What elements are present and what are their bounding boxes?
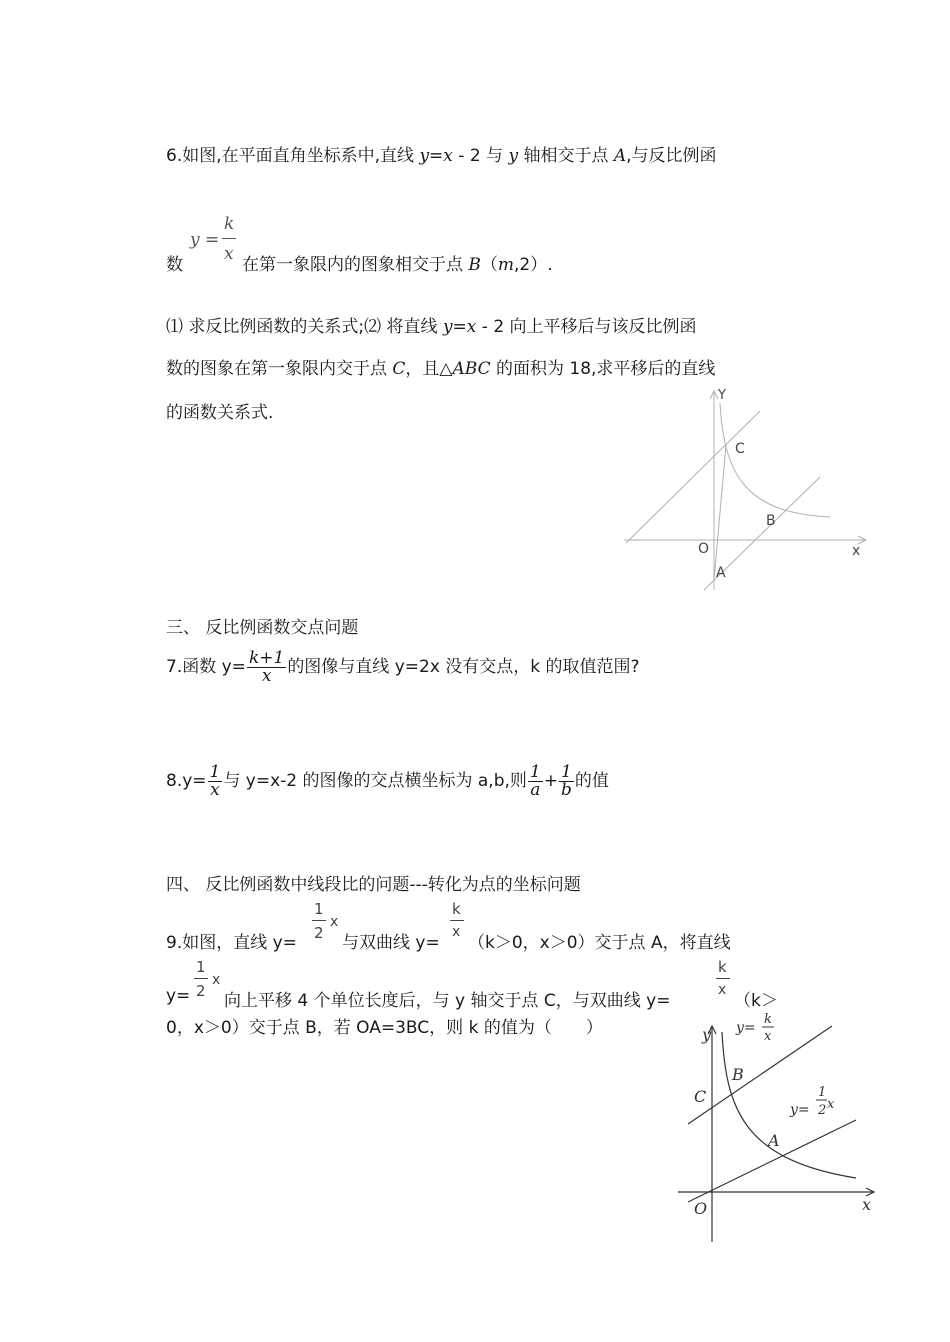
- q8-text: 与 y=x-2 的图像的交点横坐标为 a,b,则: [223, 771, 527, 791]
- q6-text: ,与反比例函: [626, 146, 717, 166]
- q9-half-bar: [194, 978, 208, 979]
- q9-k-den: x: [718, 982, 727, 998]
- q9-half-den: 2: [314, 924, 324, 942]
- q9-k-num: k: [452, 900, 461, 918]
- q9-half-den: 2: [196, 982, 206, 1000]
- q8-frac2-num: 1: [529, 761, 541, 782]
- q6-triangle: ABC: [452, 359, 491, 379]
- q9-k-bar: [716, 978, 730, 979]
- q6-point-a: A: [613, 146, 627, 166]
- fig2-label-c: C: [694, 1087, 707, 1106]
- fig1-hyperbola: [720, 403, 830, 517]
- fig1-label-b: B: [766, 513, 776, 529]
- q6-line-4: [166, 357, 715, 381]
- fig2-hyperbola: [722, 1032, 856, 1178]
- figure-2: [666, 1010, 882, 1248]
- q6-var: y: [508, 146, 519, 166]
- fig2-line-x: x: [827, 1097, 835, 1112]
- fig1-label-x: x: [852, 543, 861, 559]
- fig2-curve-den: x: [764, 1029, 772, 1044]
- q9-k-num: k: [718, 958, 727, 976]
- q9-text: 与双曲线 y=: [342, 933, 440, 953]
- q6-var-m: m: [497, 255, 515, 275]
- q6-line-2-text: [242, 250, 553, 275]
- fig2-label-x: x: [862, 1195, 872, 1214]
- q7-text: 7.函数 y=: [166, 657, 246, 677]
- fig2-label-b: B: [732, 1065, 744, 1084]
- fig1-label-a: A: [716, 565, 726, 581]
- q8-frac3-num: 1: [561, 761, 572, 782]
- q8-text: 的值: [574, 771, 609, 791]
- q6-text: - 2 与: [452, 146, 509, 166]
- q6-line-3: [166, 315, 697, 339]
- q6-text: 数的图象在第一象限内交于点: [166, 359, 393, 379]
- section-3-title: 三、 反比例函数交点问题: [166, 618, 359, 638]
- figure-1: [620, 385, 870, 595]
- q9-half-x: x: [212, 972, 221, 988]
- q6-text: 在第一象限内的图象相交于点: [242, 255, 469, 275]
- fig2-label-y: y: [702, 1025, 712, 1044]
- q8-fraction-1: [208, 761, 223, 800]
- q9-k-den: x: [452, 924, 461, 940]
- q7-fraction: [247, 647, 286, 686]
- q9-text: （k＞: [734, 991, 778, 1011]
- q6-eq: y=x: [419, 146, 453, 166]
- fig1-line-shifted: [626, 411, 760, 543]
- q9-half-bar: [312, 920, 326, 921]
- fig2-label-o: O: [694, 1199, 708, 1218]
- q8-frac2-den: a: [528, 781, 543, 799]
- q6-text: - 2 向上平移后与该反比例函: [476, 317, 697, 337]
- q9-half-num: 1: [196, 958, 206, 976]
- q7-frac-num: k+1: [248, 647, 285, 668]
- fig1-label-o: O: [698, 541, 710, 557]
- q9-half-x: x: [330, 914, 339, 930]
- q6-point-b: B: [468, 255, 481, 275]
- q9-text: （k＞0，x＞0）交于点 A，将直线: [468, 933, 731, 953]
- q6-point-c: C: [392, 359, 406, 379]
- q6-text: 6.如图,在平面直角坐标系中,直线: [166, 146, 420, 166]
- q6-eq: y=x: [442, 317, 477, 337]
- fig2-line-num: 1: [818, 1085, 827, 1100]
- q6-text: ,2）.: [514, 255, 553, 275]
- fig1-label-c: C: [735, 441, 745, 457]
- q9-text: 9.如图，直线 y=: [166, 933, 297, 953]
- q9-text: 向上平移 4 个单位长度后，与 y 轴交于点 C，与双曲线 y=: [224, 991, 671, 1011]
- q7-frac-den: x: [247, 667, 286, 685]
- fig2-label-a: A: [768, 1131, 780, 1150]
- q6-frac-den: x: [224, 244, 234, 264]
- q8-frac3-den: b: [560, 779, 572, 800]
- fig2-line-lhs: y=: [790, 1102, 810, 1118]
- q7-line: [166, 643, 640, 691]
- q6-text: ⑴ 求反比例函数的关系式;⑵ 将直线: [166, 317, 443, 337]
- q8-fraction-3: [559, 761, 574, 800]
- q6-line-5: 的函数关系式.: [166, 403, 274, 423]
- q8-line: [166, 757, 609, 805]
- q8-frac1-num: 1: [209, 761, 221, 782]
- q6-text: 数: [166, 255, 183, 275]
- q8-fraction-2: [528, 761, 543, 800]
- q6-text: 的面积为 18,求平移后的直线: [490, 359, 716, 379]
- q6-text: （: [480, 255, 498, 275]
- fig1-segment-ac: [714, 445, 726, 580]
- q6-frac-num: k: [224, 214, 235, 234]
- q8-text: 8.y=: [166, 771, 207, 791]
- q9-k-bar: [450, 920, 464, 921]
- q8-frac1-den: x: [208, 781, 223, 799]
- fig2-curve-lhs: y=: [736, 1020, 756, 1036]
- q6-text: 轴相交于点: [518, 146, 614, 166]
- fig1-label-y: Y: [718, 388, 726, 403]
- q8-plus: +: [543, 771, 558, 791]
- q6-frac-lhs: y =: [190, 230, 220, 250]
- q7-text: 的图像与直线 y=2x 没有交点，k 的取值范围?: [287, 657, 640, 677]
- section-4-title: 四、 反比例函数中线段比的问题---转化为点的坐标问题: [166, 875, 581, 895]
- q9-text: y=: [166, 986, 191, 1006]
- q6-frac-bar: [222, 238, 236, 239]
- fig2-curve-num: k: [764, 1012, 772, 1027]
- q9-line-3: 0，x＞0）交于点 B，若 OA=3BC，则 k 的值为（ ）: [166, 1018, 603, 1038]
- fig2-line-den: 2: [818, 1103, 827, 1118]
- q6-line-1: [166, 144, 717, 168]
- q6-text: ，且△: [405, 359, 453, 379]
- q9-half-num: 1: [314, 900, 324, 918]
